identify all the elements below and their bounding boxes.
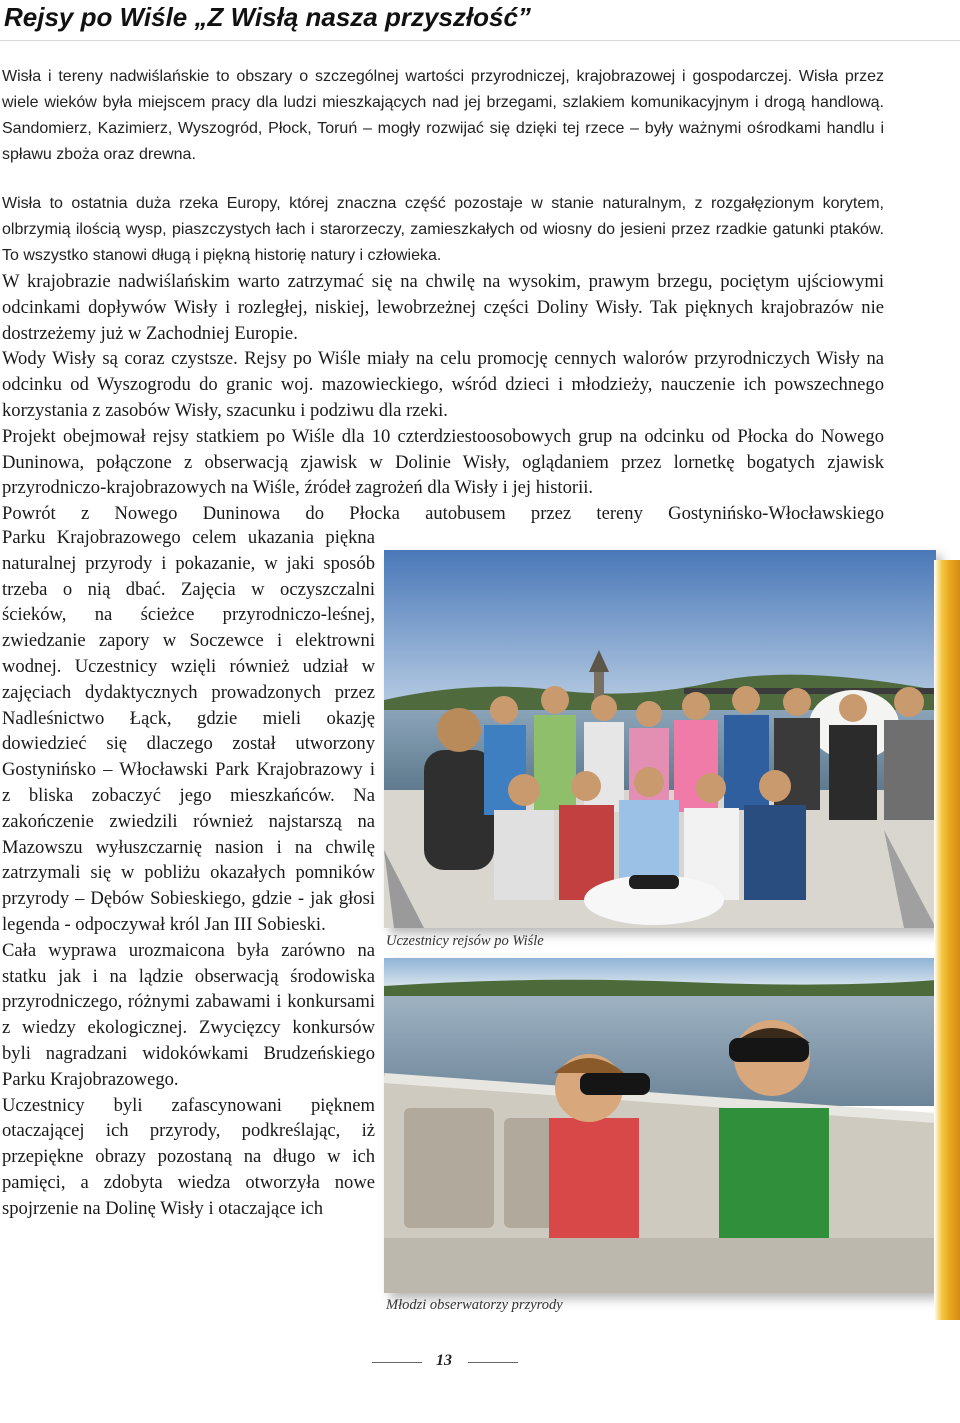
- paragraph-projekt: Projekt obejmował rejsy statkiem po Wiśle dla 10 czterdziestoosobowych grup na odcinku od Płocka do Nowego Duninowa, połączone z obserwacją zjawisk w Dolinie Wisły, oglądaniem przez lornetkę bogatych zjawisk przyrodniczo-krajobrazowych na Wiśle, źródeł zagrożeń dla Wisły i jej historii.: [2, 425, 884, 499]
- intro-paragraph: Wisła i tereny nadwiślańskie to obszary o szczególnej wartości przyrodniczej, krajobrazowej i gospodarczej. Wisła przez wiele wieków była miejscem pracy dla ludzi mieszkających nad jej brzegami, szlakiem komunikacyjnym i drogą handlową. Sandomierz, Kazimierz, Wyszogród, Płock, Toruń – mogły rozwijać się dzięki tej rzece – były ważnymi ośrodkami handlu i spławu zboża oraz drewna.: [2, 68, 884, 163]
- photo-young-observers: [384, 958, 936, 1293]
- body-text-full-width: [2, 191, 884, 527]
- photo-caption-young-observers: Młodzi obserwatorzy przyrody: [386, 1297, 563, 1313]
- paragraph-column-1: Parku Krajobrazowego celem ukazania piękna naturalnej przyrody i pokazanie, w jaki sposób trzeba o nią dbać. Zajęcia w oczyszczalni ścieków, na ścieżce przyrodniczo-leśnej, zwiedzanie zapory w Soczewce i elektrowni wodnej. Uczestnicy wzięli również udział w zajęciach dydaktycznych prowadzonych przez Nadleśnictwo Łąck, gdzie mieli okazję dowiedzieć się dlaczego został utworzony Gostynińsko – Włocławski Park Krajobrazowy i z bliska zobaczyć jego mieszkańców. Na zakończenie zwiedzili również najstarszą na Mazowszu wyłuszczarnię nasion i na chwilę zatrzymali się w pobliżu okazałych pomników przyrody – Dębów Sobieskiego, gdzie - jak głosi legenda - odpoczywał król Jan III Sobieski.: [2, 527, 375, 935]
- footer-line-right: [468, 1362, 518, 1363]
- photo-caption-participants: Uczestnicy rejsów po Wiśle: [386, 933, 544, 949]
- decorative-gold-strip: [934, 560, 960, 1320]
- paragraph-wody: Wody Wisły są coraz czystsze. Rejsy po Wiśle miały na celu promocję cennych walorów przyrodniczych Wisły na odcinku od Wyszogrodu do granic woj. mazowieckiego, wśród dzieci i młodzieży, nauczenie ich powszechnego korzystania z zasobów Wisły, szacunku i podziwu dla rzeki.: [2, 348, 884, 421]
- paragraph-column-3: Uczestnicy byli zafascynowani pięknem otaczającej ich przyrody, podkreślając, iż przepiękne obrazy pozostaną na długo w ich pamięci, a zdobyta wiedza otworzyła nowe spojrzenie na Dolinę Wisły i otaczające ich: [2, 1094, 375, 1219]
- page-number: 13: [436, 1352, 452, 1369]
- photo-participants: [384, 550, 936, 928]
- paragraph-krajobraz: W krajobrazie nadwiślańskim warto zatrzymać się na chwilę na wysokim, prawym brzegu, pociętym ujściowymi odcinkami dopływów Wisły i rozległej, niskiej, lewobrzeżnej części Doliny Wisły. Tak pięknych krajobrazów nie dostrzeżemy już w Zachodniej Europie.: [2, 271, 884, 344]
- footer-line-left: [372, 1362, 422, 1363]
- paragraph-wisla-ostatnia: Wisła to ostatnia duża rzeka Europy, której znaczna część pozostaje w stanie naturalnym, z rozgałęzionym korytem, olbrzymią ilością wysp, piaszczystych łach i starorzeczy, zamieszkałych od wiosny do jesieni przez rzadkie gatunki ptaków. To wszystko stanowi długą i piękną historię natury i człowieka.: [2, 195, 884, 264]
- paragraph-column-2: Cała wyprawa urozmaicona była zarówno na statku jak i na lądzie obserwacją środowiska przyrodniczego, różnymi zabawami i konkursami z wiedzy ekologicznej. Zwycięzcy konkursów byli nagradzani widokówkami Brudzeńskiego Parku Krajobrazowego.: [2, 939, 375, 1090]
- title-divider: [0, 40, 960, 41]
- body-text-column: [2, 525, 375, 1222]
- paragraph-powrot: Powrót z Nowego Duninowa do Płocka autobusem przez tereny Gostynińsko-Włocławskiego: [2, 503, 884, 525]
- page-title: Rejsy po Wiśle „Z Wisłą nasza przyszłość”: [4, 2, 531, 32]
